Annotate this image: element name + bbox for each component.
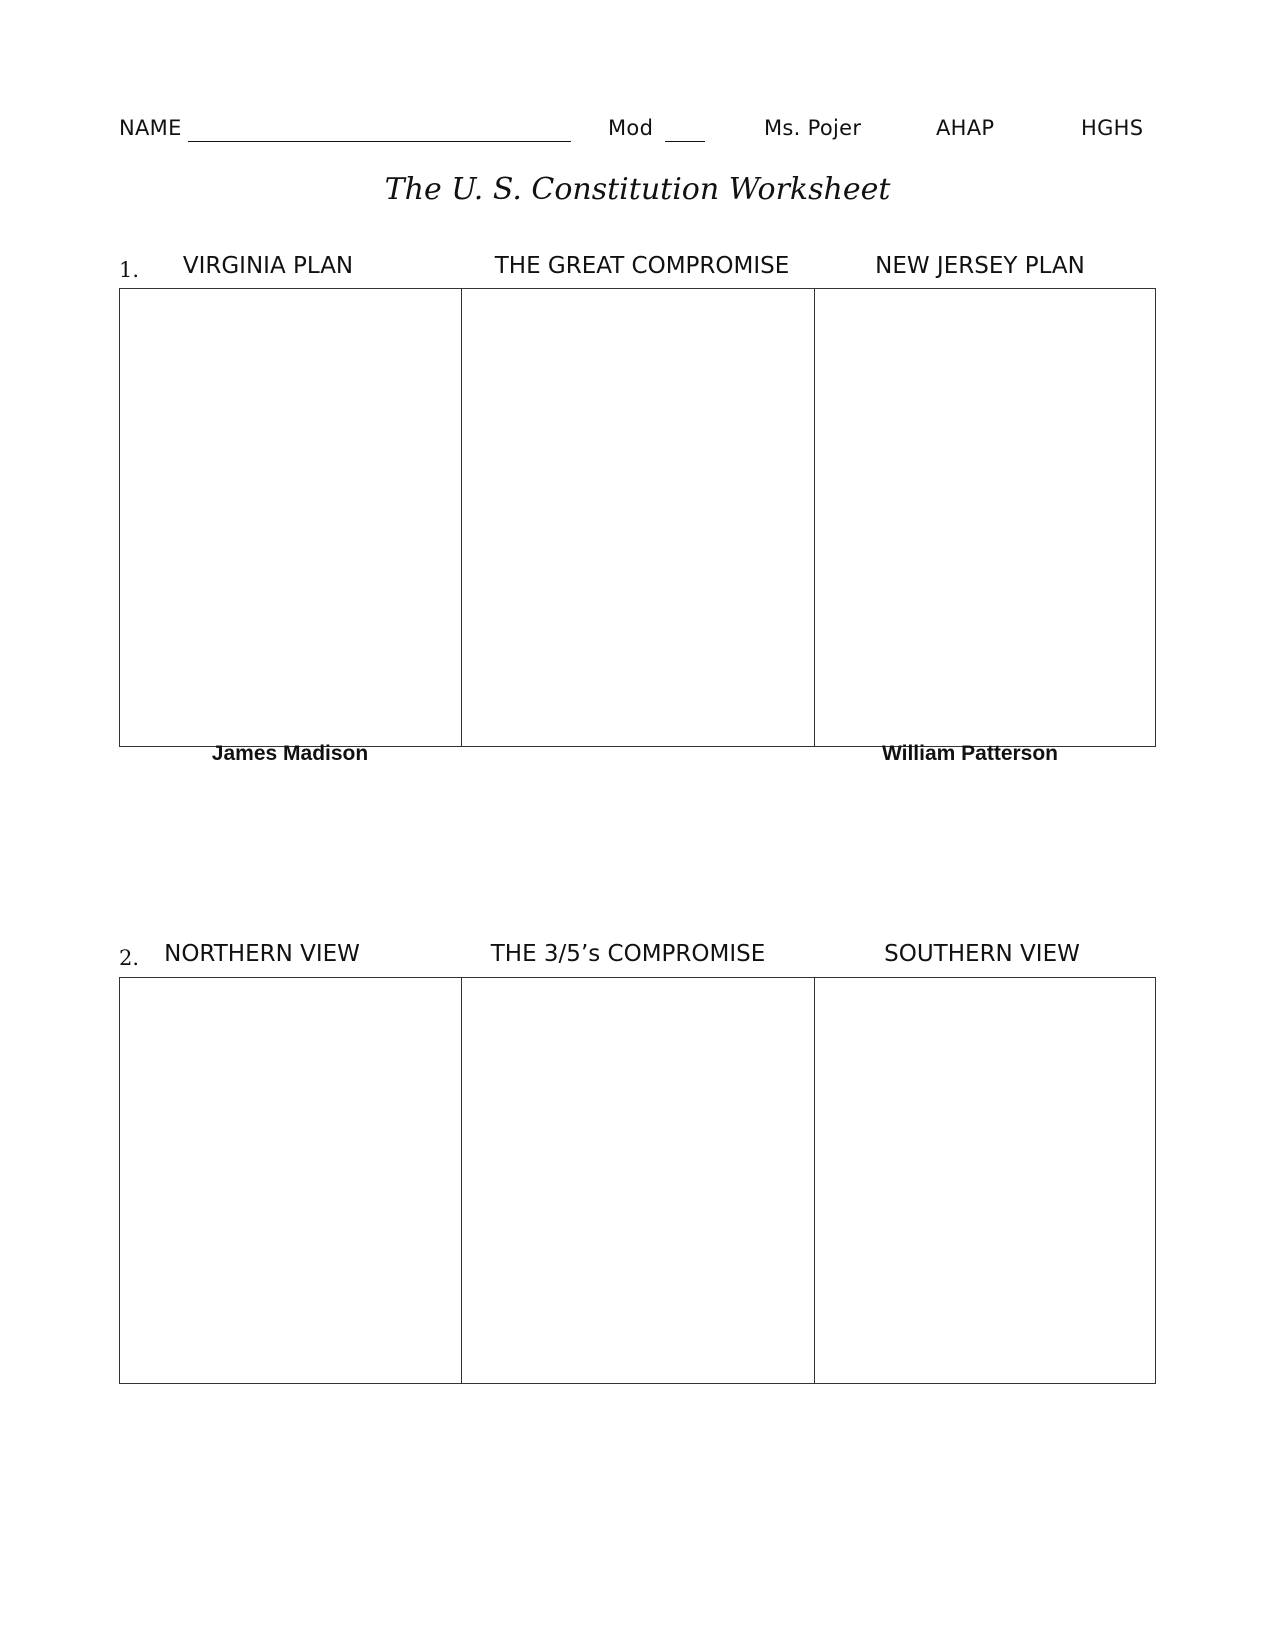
mod-label: Mod xyxy=(608,116,654,140)
heading-new-jersey-plan: NEW JERSEY PLAN xyxy=(875,253,1085,279)
three-fifths-compromise-box[interactable] xyxy=(461,978,814,1383)
course-name: AHAP xyxy=(936,116,995,140)
mod-blank-line[interactable] xyxy=(665,120,705,142)
heading-virginia-plan: VIRGINIA PLAN xyxy=(182,253,354,279)
northern-view-box[interactable] xyxy=(120,978,461,1383)
heading-great-compromise: THE GREAT COMPROMISE xyxy=(494,253,790,279)
section-1-number: 1. xyxy=(119,258,140,282)
teacher-name: Ms. Pojer xyxy=(764,116,862,140)
new-jersey-plan-box[interactable] xyxy=(814,289,1155,746)
section-1-grid xyxy=(119,288,1156,747)
name-blank-line[interactable] xyxy=(188,120,571,142)
heading-three-fifths-compromise: THE 3/5’s COMPROMISE xyxy=(490,941,766,967)
great-compromise-box[interactable] xyxy=(461,289,814,746)
caption-james-madison: James Madison xyxy=(211,742,369,765)
school-name: HGHS xyxy=(1081,116,1144,140)
virginia-plan-box[interactable] xyxy=(120,289,461,746)
section-2-grid xyxy=(119,977,1156,1384)
heading-southern-view: SOUTHERN VIEW xyxy=(884,941,1080,967)
section-2-number: 2. xyxy=(119,946,140,970)
page-title: The U. S. Constitution Worksheet xyxy=(384,172,891,207)
caption-william-patterson: William Patterson xyxy=(881,742,1059,765)
southern-view-box[interactable] xyxy=(814,978,1155,1383)
name-label: NAME xyxy=(119,116,182,140)
heading-northern-view: NORTHERN VIEW xyxy=(164,941,360,967)
